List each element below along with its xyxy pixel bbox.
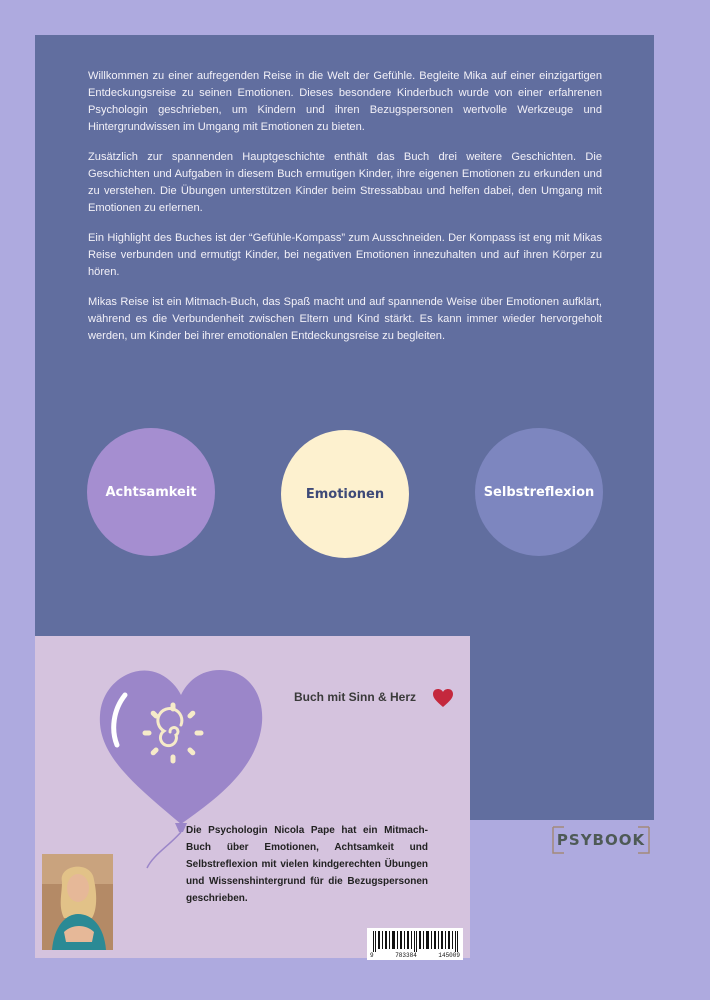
- paragraph-2: Zusätzlich zur spannenden Hauptgeschichte enthält das Buch drei weitere Geschichten. Die Geschichten und Aufgaben in diesem Buch ermutigen Kinder, ihre eigenen Emotionen zu erkunden und zu verstehen. Die Übungen unterstützen Kinder beim Stressabbau und helfen dabei, den Umgang mit Emotionen zu erlernen.: [88, 151, 602, 214]
- paragraph-4: Mikas Reise ist ein Mitmach-Buch, das Spaß macht und auf spannende Weise über Emotionen aufklärt, während es die Verbundenheit zwischen Eltern und Kind stärkt. Es kann immer wieder hervorgeholt werden, um Kinder bei ihrer emotionalen Entdeckungsreise zu begleiten.: [88, 296, 602, 342]
- paragraph-3: Ein Highlight des Buches ist der “Gefühle-Kompass” zum Ausschneiden. Der Kompass ist eng mit Mikas Reise verbunden und ermutigt Kinder, bei negativen Emotionen innezuhalten und auf ihren Körper zu hören.: [88, 232, 602, 278]
- author-description: Die Psychologin Nicola Pape hat ein Mitmach-Buch über Emotionen, Achtsamkeit und Selbstreflexion mit vielen kindgerechten Übungen und Wissenshintergrund für die Bezugspersonen geschrieben.: [186, 825, 428, 904]
- description-text: [88, 68, 602, 358]
- author-photo: [42, 854, 113, 950]
- isbn-group-2: 145009: [438, 952, 460, 959]
- topic-circle-emotionen: Emotionen: [281, 430, 409, 558]
- paragraph-1: Willkommen zu einer aufregenden Reise in die Welt der Gefühle. Begleite Mika auf einer einzigartigen Entdeckungsreise zu seinen Emotionen. Dieses besondere Kinderbuch wurde von einer erfahrenen Psychologin geschrieben, um Kindern und ihren Bezugspersonen wertvolle Werkzeuge und Hintergrundwissen im Umgang mit Emotionen zu bieten.: [88, 70, 602, 133]
- isbn-group-1: 783384: [395, 952, 417, 959]
- publisher-name: PSYBOOK: [556, 831, 646, 849]
- isbn-prefix: 9: [370, 952, 374, 959]
- red-heart-icon: [432, 688, 454, 708]
- logo-frame: [552, 826, 650, 854]
- publisher-logo: [552, 826, 650, 854]
- slogan: Buch mit Sinn & Herz: [294, 690, 417, 704]
- barcode-bars: [367, 928, 463, 952]
- topic-circle-selbstreflexion: Selbstreflexion: [475, 428, 603, 556]
- barcode: [367, 928, 463, 960]
- isbn-digits: [367, 952, 463, 959]
- topic-circle-achtsamkeit: Achtsamkeit: [87, 428, 215, 556]
